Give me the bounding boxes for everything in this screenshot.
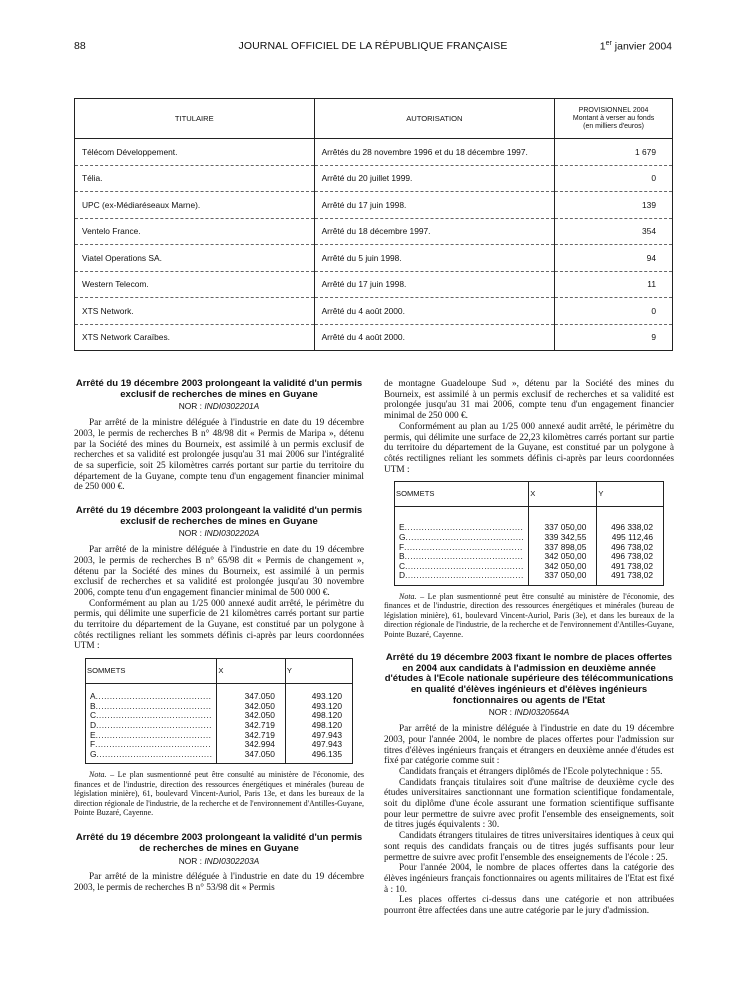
cell-y: 493.120: [285, 702, 352, 712]
cell-x: 337 898,05: [529, 543, 597, 553]
paragraph: Conformément au plan au 1/25 000 annexé audit arrêté, le périmètre du permis, qui délimite une surface de 22,23 kilomètres carrés portant sur partie du territoire du département de la Guyane, est constitué par un polygone à côtés rectilignes reliant les sommets définis ci-après par leurs coordonnées UTM :: [384, 421, 674, 475]
cell-montant: 11: [555, 271, 673, 298]
header-x: X: [529, 482, 597, 507]
paragraph: de montagne Guadeloupe Sud », détenu par la Société des mines du Bourneix, est assimilé à un permis exclusif de recherches et sa validité est prolongée jusqu'au 31 mai 2006, compte tenu d'un engagement financier minimal de 250 000 €.: [384, 379, 674, 422]
cell-montant: 0: [555, 165, 673, 192]
cell-montant: 1 679: [555, 139, 673, 166]
header-provisionnel: [555, 99, 673, 139]
nor-reference: [74, 528, 364, 539]
table-row: [75, 271, 673, 298]
point-label: G: [399, 531, 406, 542]
cell-y: 496 338,02: [597, 507, 664, 533]
cell-y: 496.135: [285, 750, 352, 764]
header-prov-line2: Montant à verser au fonds: [572, 114, 655, 122]
table-row: [75, 298, 673, 325]
point-label: F: [399, 541, 405, 552]
cell-titulaire: Ventelo France.: [75, 218, 315, 245]
nota-text: Le plan susmentionné peut être consulté au ministère de l'économie, des finances et de l'industrie, direction des ressources énergétiques et minérales (bureau de législation minière), 61, boulevard Vincent-Auriol, Paris 13e, et dans les bureaux de la direction régionale de l'industrie, de la recherche et de l'environnement d'Antilles-Guyane, Pointe Buzaré, Cayenne.: [74, 770, 364, 817]
paragraph: Candidats étrangers titulaires de titres universitaires identiques à ceux qui sont requis des candidats français ou de titres jugés suffisants pour leur permettre de suivre avec profit l'ensemble des enseignements de l'école : 25.: [384, 831, 674, 863]
cell-autorisation: Arrêté du 5 juin 1998.: [314, 245, 555, 272]
cell-x: 342.050: [217, 702, 285, 712]
cell-x: 347.050: [217, 750, 285, 764]
table-row: G......................................... 347.050 496.135: [86, 750, 353, 764]
cell-x: 337 050,00: [529, 571, 597, 585]
cell-y: 497.943: [285, 740, 352, 750]
nor-label: NOR :: [488, 707, 515, 718]
nor-code: INDI0302201A: [204, 401, 260, 412]
cell-y: 498.120: [285, 721, 352, 731]
cell-titulaire: UPC (ex-Médiaréseaux Marne).: [75, 192, 315, 219]
nor-code: INDI0302202A: [204, 528, 260, 539]
nor-reference: [74, 856, 364, 867]
nota-note: [384, 592, 674, 639]
cell-titulaire: XTS Network Caraïbes.: [75, 324, 315, 351]
cell-montant: 139: [555, 192, 673, 219]
cell-y: 495 112,46: [597, 533, 664, 543]
table-row: B.......................................... 342 050,00 496 738,02: [395, 552, 664, 562]
cell-titulaire: Western Telecom.: [75, 271, 315, 298]
header-prov-line1: PROVISIONNEL 2004: [578, 106, 649, 114]
issue-date: 1er janvier 2004: [599, 40, 672, 53]
nota-note: [74, 770, 364, 817]
table-row: C.......................................... 342 050,00 491 738,02: [395, 562, 664, 572]
cell-titulaire: Télia.: [75, 165, 315, 192]
article-title: Arrêté du 19 décembre 2003 prolongeant la validité d'un permis exclusif de recherches de mines en Guyane: [75, 505, 363, 527]
table-row: F......................................... 342.994 497.943: [86, 740, 353, 750]
table-row: B......................................... 342.050 493.120: [86, 702, 353, 712]
cell-y: 498.120: [285, 711, 352, 721]
nor-code: INDI0320564A: [514, 707, 570, 718]
paragraph: Par arrêté de la ministre déléguée à l'industrie en date du 19 décembre 2003, pour l'année 2004, le nombre de places offertes pour l'admission sur titres d'élèves ingénieurs français et étrangers en deuxième année d'études est fixé par catégorie comme suit :: [384, 724, 674, 767]
article-title: Arrêté du 19 décembre 2003 prolongeant la validité d'un permis de recherches de mines en Guyane: [75, 832, 363, 855]
paragraph: Pour l'année 2004, le nombre de places offertes dans la catégorie des élèves ingénieurs français fonctionnaires ou agents militaires de l'Etat est fixé à : 10.: [384, 863, 674, 895]
cell-x: 342.719: [217, 721, 285, 731]
article-title: Arrêté du 19 décembre 2003 prolongeant la validité d'un permis exclusif de recherches de mines en Guyane: [75, 378, 363, 400]
nor-reference: [74, 401, 364, 412]
cell-y: 497.943: [285, 731, 352, 741]
cell-autorisation: Arrêté du 4 août 2000.: [314, 298, 555, 325]
right-column: [384, 379, 674, 917]
header-prov-line3: (en milliers d'euros): [583, 122, 644, 130]
table-row: [75, 139, 673, 166]
header-y: Y: [285, 659, 352, 684]
point-label: D: [90, 719, 97, 730]
cell-titulaire: XTS Network.: [75, 298, 315, 325]
cell-x: 347.050: [217, 684, 285, 702]
cell-montant: 354: [555, 218, 673, 245]
header-x: X: [217, 659, 285, 684]
paragraph: Par arrêté de la ministre déléguée à l'industrie en date du 19 décembre 2003, le permis de recherches B n° 65/98 dit « Permis de changement », détenu par la Société des mines du Bourneix, est assimilé à un permis exclusif de recherches et sa validité est prolongée jusqu'au 30 novembre 2006, compte tenu d'un engagement financier minimal de 500 000 €.: [74, 545, 364, 598]
nor-label: NOR :: [178, 528, 205, 539]
table-row: [75, 218, 673, 245]
cell-autorisation: Arrêté du 4 août 2000.: [314, 324, 555, 351]
cell-titulaire: Viatel Operations SA.: [75, 245, 315, 272]
cell-titulaire: Télécom Développement.: [75, 139, 315, 166]
table-row: E......................................... 342.719 497.943: [86, 731, 353, 741]
cell-montant: 94: [555, 245, 673, 272]
fund-contribution-table: [74, 98, 673, 351]
cell-x: 342 050,00: [529, 552, 597, 562]
cell-x: 337 050,00: [529, 507, 597, 533]
table-row: [75, 245, 673, 272]
point-label: E: [399, 522, 405, 533]
paragraph: Par arrêté de la ministre déléguée à l'industrie en date du 19 décembre 2003, le permis de recherches B n° 48/98 dit « Permis de Maripa », détenu par la Société des mines du Bourneix, est assimilé à un permis exclusif de recherches et sa validité est prolongée jusqu'au 31 mai 2006 sur l'intégralité de sa superficie, soit 25 kilomètres carrés portant sur partie du territoire du département de la Guyane, compte tenu d'un engagement financier minimal de 250 000 €.: [74, 418, 364, 493]
cell-y: 496 738,02: [597, 543, 664, 553]
point-label: G: [90, 748, 97, 759]
nota-label: Nota. –: [89, 770, 115, 780]
point-label: C: [399, 560, 406, 571]
journal-title: JOURNAL OFFICIEL DE LA RÉPUBLIQUE FRANÇAISE: [238, 40, 508, 52]
cell-y: 493.120: [285, 684, 352, 702]
cell-y: 491 738,02: [597, 562, 664, 572]
coordinates-table: [85, 658, 353, 764]
paragraph: Les places offertes ci-dessus dans une catégorie et non attribuées pourront être affectées dans une autre catégorie par le jury d'admission.: [384, 895, 674, 917]
header-sommets: SOMMETS: [86, 659, 217, 684]
cell-x: 342.994: [217, 740, 285, 750]
table-row: D.......................................... 337 050,00 491 738,02: [395, 571, 664, 585]
page-number: 88: [74, 40, 86, 52]
header-titulaire: TITULAIRE: [75, 99, 315, 139]
cell-autorisation: Arrêté du 17 juin 1998.: [314, 271, 555, 298]
nota-text: Le plan susmentionné peut être consulté au ministère de l'économie, des finances et de l'industrie, direction des ressources énergétiques et minérales (bureau de législation minière), 61, boulevard Vincent-Auriol, Paris (3e), et dans les bureaux de la direction régionale de l'industrie, de la recherche et de l'environnement d'Antilles-Guyane, Pointe Buzaré, Cayenne.: [384, 591, 674, 639]
table-row: [75, 324, 673, 351]
table-row: F.......................................... 337 898,05 496 738,02: [395, 543, 664, 553]
paragraph: Par arrêté de la ministre déléguée à l'industrie en date du 19 décembre 2003, le permis de recherches B n° 53/98 dit « Permis: [74, 872, 364, 894]
point-label: B: [90, 700, 96, 711]
coordinates-table: [394, 481, 664, 586]
table-row: [75, 165, 673, 192]
paragraph: Candidats français titulaires soit d'une maîtrise de deuxième cycle des études universitaires sanctionnant une formation scientifique fondamentale, soit du diplôme d'une école assurant une formation scientifique suffisante pour leur permettre de suivre avec profit l'ensemble des enseignements, soit de titres jugés équivalents : 30.: [384, 777, 674, 831]
header-autorisation: AUTORISATION: [314, 99, 555, 139]
header-sommets: SOMMETS: [395, 482, 529, 507]
table-row: C......................................... 342.050 498.120: [86, 711, 353, 721]
table-row: G.......................................... 339 342,55 495 112,46: [395, 533, 664, 543]
header-y: Y: [597, 482, 664, 507]
paragraph: Candidats français et étrangers diplômés de l'Ecole polytechnique : 55.: [399, 766, 663, 777]
cell-x: 339 342,55: [529, 533, 597, 543]
nor-label: NOR :: [178, 855, 205, 866]
cell-y: 491 738,02: [597, 571, 664, 585]
cell-autorisation: Arrêté du 18 décembre 1997.: [314, 218, 555, 245]
page-header: [74, 40, 672, 56]
table-row: A......................................... 347.050 493.120: [86, 684, 353, 702]
cell-y: 496 738,02: [597, 552, 664, 562]
nor-label: NOR :: [178, 401, 205, 412]
cell-autorisation: Arrêté du 17 juin 1998.: [314, 192, 555, 219]
point-label: C: [90, 710, 97, 721]
point-label: D: [399, 570, 406, 581]
cell-x: 342.050: [217, 711, 285, 721]
cell-autorisation: Arrêtés du 28 novembre 1996 et du 18 décembre 1997.: [314, 139, 555, 166]
cell-autorisation: Arrêté du 20 juillet 1999.: [314, 165, 555, 192]
article-title: Arrêté du 19 décembre 2003 fixant le nombre de places offertes en 2004 aux candidats à l'admission en deuxième année d'études à l'Ecole nationale supérieure des télécommunications en qualité d'élèves ingénieurs et d'élèves ingénieurs fonctionnaires ou agents de l'Etat: [384, 651, 674, 706]
table-row: E.......................................... 337 050,00 496 338,02: [395, 507, 664, 533]
cell-x: 342.719: [217, 731, 285, 741]
point-label: E: [90, 729, 96, 740]
point-label: F: [90, 739, 96, 750]
table-row: D......................................... 342.719 498.120: [86, 721, 353, 731]
nor-reference: [384, 707, 674, 718]
nor-code: INDI0302203A: [204, 855, 260, 866]
cell-montant: 0: [555, 298, 673, 325]
point-label: B: [399, 551, 405, 562]
nota-label: Nota. –: [399, 591, 425, 601]
paragraph: Conformément au plan au 1/25 000 annexé audit arrêté, le périmètre du permis, qui délimite une superficie de 21 kilomètres carrés portant sur partie du territoire du département de la Guyane, est constitué par un polygone à côtés rectilignes reliant les sommets définis ci-après par leurs coordonnées UTM :: [74, 598, 364, 652]
table-row: [75, 192, 673, 219]
point-label: A: [90, 691, 96, 702]
cell-montant: 9: [555, 324, 673, 351]
cell-x: 342 050,00: [529, 562, 597, 572]
left-column: [74, 379, 364, 894]
